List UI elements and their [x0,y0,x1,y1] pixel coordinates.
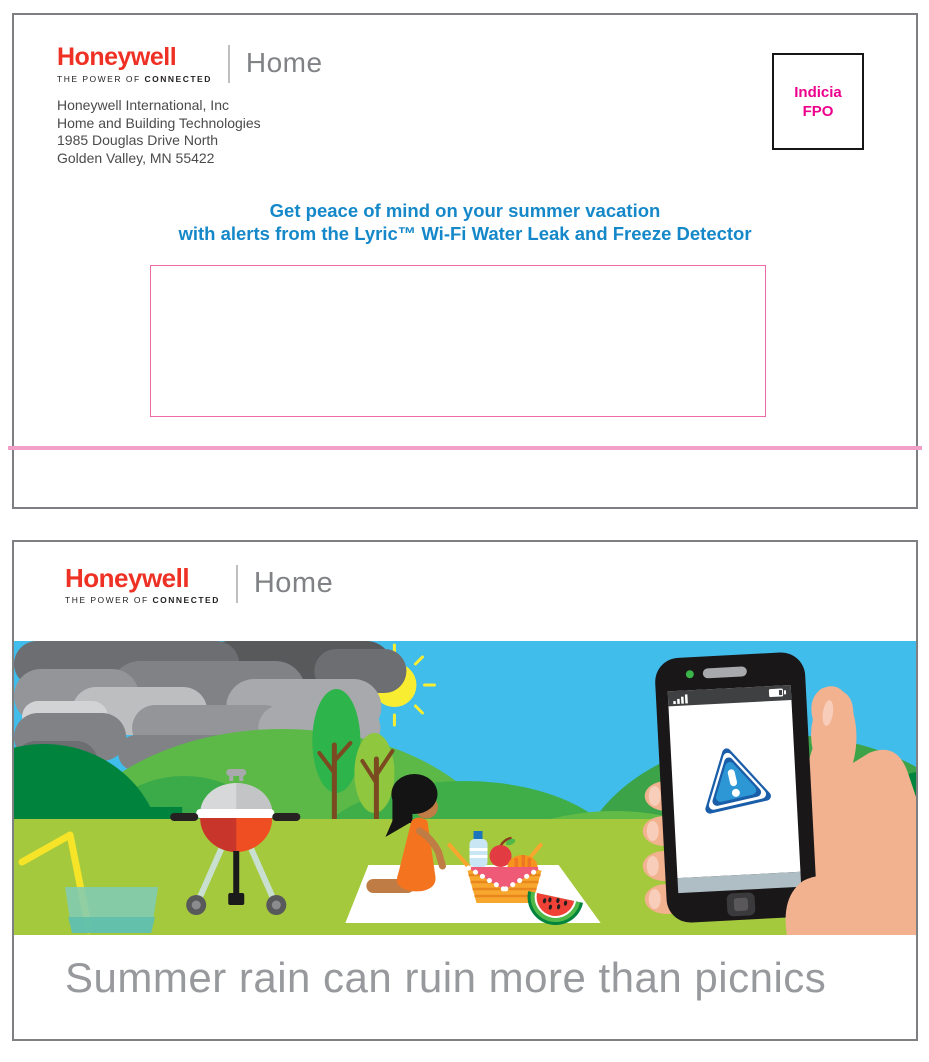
brand-tagline-regular: THE POWER OF [65,595,153,605]
home-division-label: Home [245,47,323,78]
teaser-headline-line2: with alerts from the Lyric™ Wi-Fi Water Leak and Freeze Detector [178,222,752,244]
honeywell-home-logo [57,45,323,84]
fold-line [8,446,922,450]
indicia-line: FPO [802,102,834,120]
home-division-label: Home [253,567,334,599]
teaser-headline [14,200,916,245]
honeywell-wordmark: Honeywell [57,43,177,71]
front-headline: Summer rain can ruin more than picnics [65,954,827,1001]
sender-line: Honeywell International, Inc [57,97,229,113]
indicia-fpo-box [772,53,864,150]
picnic-illustration-svg [14,641,916,935]
sender-line: 1985 Douglas Drive North [57,132,219,148]
mailer-back-panel [12,13,918,509]
brand-tagline [65,595,220,605]
home-button [726,892,755,916]
indicia-line: Indicia [794,83,842,101]
honeywell-home-logo [65,565,333,605]
brand-tagline-bold: CONNECTED [152,595,220,605]
picnic-illustration [14,641,916,935]
sender-address [57,97,261,167]
teaser-headline-line1: Get peace of mind on your summer vacation [269,200,661,221]
brand-tagline-regular: THE POWER OF [57,74,145,84]
brand-tagline-bold: CONNECTED [144,74,212,84]
logo-divider [228,45,230,83]
sender-line: Golden Valley, MN 55422 [57,149,215,166]
logo-left [65,565,220,605]
sender-line: Home and Building Technologies [57,114,261,131]
address-window-placeholder [150,265,766,417]
honeywell-wordmark: Honeywell [65,563,190,593]
brand-tagline [57,74,212,84]
smartphone [654,651,818,923]
mailer-front-panel [12,540,918,1041]
logo-left [57,45,212,84]
logo-divider [236,565,238,603]
